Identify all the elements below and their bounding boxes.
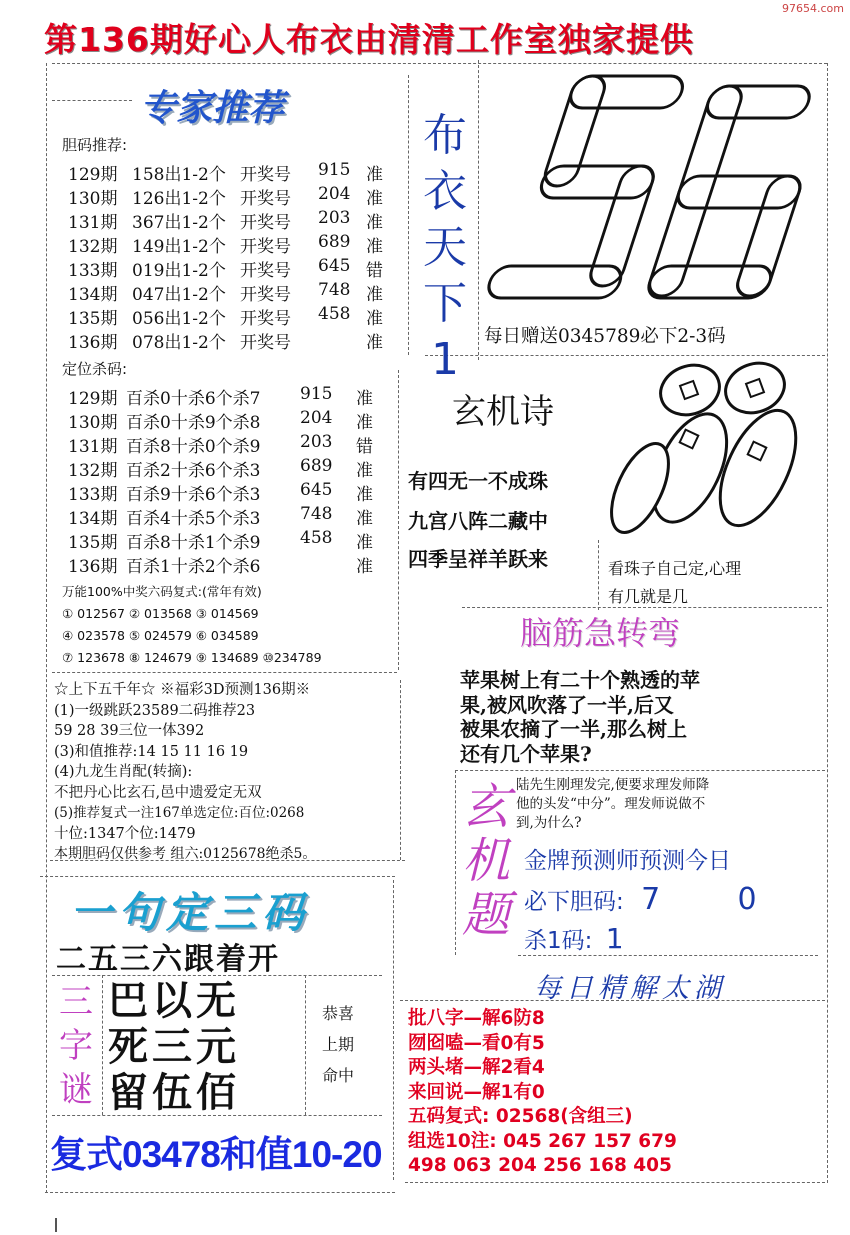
divider bbox=[45, 1192, 395, 1193]
divider bbox=[455, 770, 825, 771]
big-number-graphic bbox=[480, 66, 820, 322]
dan-label: 胆码推荐: bbox=[62, 136, 128, 154]
divider bbox=[52, 100, 132, 101]
xuanji-question bbox=[516, 776, 709, 833]
buyi-vertical-title: 布衣天下1 bbox=[423, 110, 467, 385]
divider bbox=[827, 63, 828, 1183]
divider bbox=[52, 672, 397, 673]
fucai-line: (4)九龙生肖配(转摘): bbox=[54, 764, 193, 780]
taihu-title: 每日精解太湖 bbox=[534, 973, 726, 1004]
poem-line: 四季呈祥羊跃来 bbox=[408, 547, 548, 571]
poem-line: 有四无一不成珠 bbox=[408, 469, 548, 493]
divider bbox=[598, 540, 599, 610]
congrats-line: 命中 bbox=[322, 1066, 355, 1085]
question-line: 果,被风吹落了一半,后又 bbox=[460, 692, 674, 717]
congrats bbox=[322, 998, 354, 1091]
fushi-hezhi: 复式03478和值10-20 bbox=[50, 1134, 382, 1175]
fucai-line: 本期胆码仅供参考 组六:0125678绝杀5。 bbox=[54, 846, 317, 862]
taihu-lines bbox=[408, 1007, 677, 1179]
congrats-line: 恭喜 bbox=[322, 1004, 355, 1023]
divider bbox=[393, 880, 394, 1180]
taihu-line: 组选10注: 045 267 157 679 bbox=[408, 1130, 677, 1152]
hint-line: 有几就是几 bbox=[608, 587, 689, 606]
taihu-line: 来回说—解1有0 bbox=[408, 1081, 545, 1103]
divider bbox=[425, 355, 825, 356]
fucai-line: 59 28 39三位一体392 bbox=[54, 723, 205, 739]
hint-line: 看珠子自己定,心理 bbox=[608, 559, 742, 578]
divider bbox=[46, 63, 47, 1193]
riddle-line: 留伍佰 bbox=[108, 1070, 240, 1116]
riddle-line: 巴以无 bbox=[108, 978, 240, 1024]
fucai-line: 不把丹心比玄石,邑中遗爱定无双 bbox=[54, 784, 262, 801]
pos-label: 定位杀码: bbox=[62, 360, 128, 378]
combo-line: ④ 023578 ⑤ 024579 ⑥ 034589 bbox=[62, 628, 259, 643]
taihu-line: 五码复式: 02568(含组三) bbox=[408, 1106, 633, 1127]
fucai-line: (3)和值推荐:14 15 11 16 19 bbox=[54, 743, 249, 760]
dan-table: 129期 158出1-2个 开奖号 915 准 130期 126出1-2个 开奖号 204 准 131期 367出1-2个 开奖号 203 准 132期 149出1-2个 开奖号 689 准 133期 019出1-2个 开奖号 645 错 134期 047出1-2个 开奖号 748 准 135期 056出1-2个 开奖号 458 准 136期 078出1-2个 开奖号 准 bbox=[68, 160, 383, 353]
kill-row bbox=[524, 922, 624, 955]
dan-label: 必下胆码: bbox=[524, 889, 624, 915]
gift-text: 每日赠送0345789必下2-3码 bbox=[484, 326, 726, 347]
fucai-line: ☆上下五千年☆ ※福彩3D预测136期※ bbox=[54, 682, 311, 698]
digit-6 bbox=[645, 86, 820, 298]
poem-hint bbox=[608, 555, 741, 611]
xuanji-ti-vertical: 玄机题 bbox=[461, 779, 510, 943]
fucai-line: (5)推荐复式一注167单选定位:百位:0268 bbox=[54, 805, 305, 821]
divider bbox=[305, 975, 306, 1115]
coins-graphic bbox=[600, 358, 825, 543]
gold-title: 金牌预测师预测今日 bbox=[524, 848, 731, 874]
pos-table: 129期 百杀0十杀6个杀7 915 准 130期 百杀0十杀9个杀8 204 准 131期 百杀8十杀0个杀9 203 错 132期 百杀2十杀6个杀3 689 准 133期 百杀9十杀6个杀3 645 准 134期 百杀4十杀5个杀3 748 准 135期 百杀8十杀1个杀9 458 准 136期 百杀1十杀2个杀6 准 bbox=[68, 384, 373, 577]
brain-title: 脑筋急转弯 bbox=[520, 614, 681, 652]
page-title: 第136期好心人布衣由清清工作室独家提供 bbox=[44, 20, 694, 59]
congrats-line: 上期 bbox=[322, 1035, 355, 1054]
divider bbox=[40, 876, 395, 877]
one-line-phrase: 二五三六跟着开 bbox=[56, 942, 280, 977]
divider bbox=[400, 680, 401, 860]
dan-value: 0 bbox=[737, 882, 757, 917]
kill-value: 1 bbox=[605, 922, 624, 955]
divider bbox=[405, 1182, 825, 1183]
expert-banner: 专家推荐 bbox=[140, 88, 285, 129]
combo-line: ① 012567 ② 013568 ③ 014569 bbox=[62, 606, 259, 621]
fucai-line: (1)一级跳跃23589二码推荐23 bbox=[54, 702, 256, 719]
combo-line: ⑦ 123678 ⑧ 124679 ⑨ 134689 ⑩234789 bbox=[62, 650, 322, 665]
riddle-text bbox=[108, 978, 240, 1116]
question-line: 他的头发“中分”。理发师说做不 bbox=[516, 796, 706, 812]
question-line: 到,为什么? bbox=[516, 815, 582, 831]
site-watermark: 97654.com bbox=[782, 2, 844, 15]
divider bbox=[398, 370, 399, 670]
question-line: 苹果树上有二十个熟透的苹 bbox=[460, 668, 700, 692]
combo-label: 万能100%中奖六码复式:(常年有效) bbox=[62, 584, 262, 599]
riddle-label: 三字谜 bbox=[59, 982, 93, 1110]
riddle-line: 死三元 bbox=[108, 1024, 240, 1070]
taihu-line: 囫囵嗑—看0有5 bbox=[408, 1032, 545, 1054]
divider bbox=[478, 60, 479, 360]
divider bbox=[455, 770, 456, 955]
xuanji-poem-title: 玄机诗 bbox=[452, 392, 554, 432]
taihu-line: 两头堵—解2看4 bbox=[408, 1057, 545, 1078]
kill-label: 杀1码: bbox=[524, 928, 593, 954]
one-line-banner: 一句定三码 bbox=[70, 888, 311, 937]
divider bbox=[518, 955, 818, 956]
divider bbox=[102, 975, 103, 1115]
fucai-line: 十位:1347个位:1479 bbox=[54, 825, 196, 842]
dan-value: 7 bbox=[641, 882, 661, 917]
taihu-line: 498 063 204 256 168 405 bbox=[408, 1155, 672, 1176]
poem-line: 九宫八阵二藏中 bbox=[408, 509, 548, 533]
brain-question bbox=[460, 668, 700, 766]
divider bbox=[55, 1218, 57, 1232]
question-line: 陆先生刚理发完,便要求理发师降 bbox=[516, 777, 710, 793]
question-line: 被果农摘了一半,那么树上 bbox=[460, 717, 687, 741]
dan-row bbox=[524, 882, 757, 917]
fucai-section bbox=[54, 680, 399, 865]
divider bbox=[52, 63, 827, 64]
taihu-line: 批八字—解6防8 bbox=[408, 1008, 545, 1029]
question-line: 还有几个苹果? bbox=[460, 741, 592, 766]
divider bbox=[408, 75, 409, 355]
